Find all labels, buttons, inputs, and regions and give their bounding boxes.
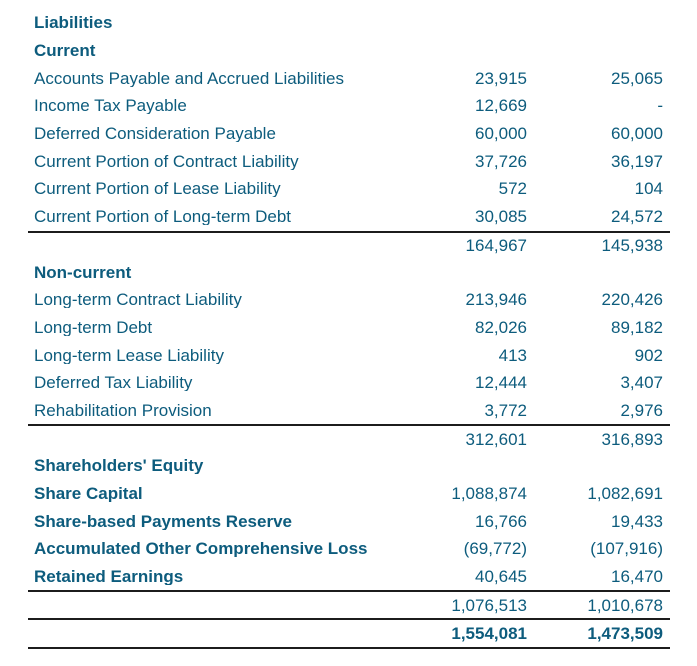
table-row — [28, 341, 670, 369]
row-value-col1: 23,915 — [475, 68, 527, 88]
row-value-col2: - — [657, 96, 663, 116]
row-value-col1: (69,772) — [463, 539, 527, 559]
row-value-col2: 104 — [634, 179, 663, 199]
row-value-col2: 3,407 — [620, 373, 663, 393]
table-row — [28, 369, 670, 397]
table-row — [28, 507, 670, 535]
row-value-col2: 60,000 — [611, 124, 663, 144]
table-row — [28, 397, 670, 425]
row-label: Long-term Lease Liability — [34, 346, 224, 364]
row-label: Share-based Payments Reserve — [34, 512, 292, 530]
row-label: Accumulated Other Comprehensive Loss — [34, 540, 368, 558]
row-label: Deferred Tax Liability — [34, 374, 193, 392]
row-value-col2: 25,065 — [611, 68, 663, 88]
table-row — [28, 203, 670, 231]
row-label: Current Portion of Lease Liability — [34, 180, 281, 198]
table-row — [28, 120, 670, 148]
row-label: Long-term Contract Liability — [34, 291, 242, 309]
table-row — [28, 480, 670, 508]
row-value-col1: 12,444 — [475, 373, 527, 393]
row-value-col2: 316,893 — [601, 429, 663, 449]
row-value-col2: 145,938 — [601, 235, 663, 255]
row-value-col1: 82,026 — [475, 317, 527, 337]
table-row — [28, 175, 670, 203]
table-row — [28, 37, 670, 65]
row-label: Income Tax Payable — [34, 97, 187, 115]
table-row — [28, 286, 670, 314]
row-label: Rehabilitation Provision — [34, 401, 212, 419]
row-value-col2: 1,473,509 — [587, 624, 663, 644]
row-label: Long-term Debt — [34, 318, 153, 336]
row-label: Retained Earnings — [34, 568, 184, 586]
row-value-col1: 40,645 — [475, 567, 527, 587]
row-value-col2: 2,976 — [620, 400, 663, 420]
table-row — [28, 314, 670, 342]
table-row — [28, 9, 670, 37]
row-value-col2: 36,197 — [611, 151, 663, 171]
row-value-col2: 24,572 — [611, 207, 663, 227]
row-value-col1: 572 — [498, 179, 527, 199]
row-value-col2: 89,182 — [611, 317, 663, 337]
row-value-col1: 60,000 — [475, 124, 527, 144]
row-label: Share Capital — [34, 485, 143, 503]
table-row — [28, 618, 670, 649]
row-value-col1: 312,601 — [465, 429, 527, 449]
row-value-col2: 902 — [634, 345, 663, 365]
table-row — [28, 231, 670, 259]
table-row — [28, 563, 670, 591]
row-value-col1: 1,076,513 — [451, 595, 527, 615]
table-row — [28, 258, 670, 286]
table-row — [28, 590, 670, 618]
row-value-col1: 1,088,874 — [451, 484, 527, 504]
table-row — [28, 535, 670, 563]
table-row — [28, 452, 670, 480]
table-row — [28, 92, 670, 120]
row-label: Current — [34, 42, 96, 60]
table-row — [28, 147, 670, 175]
row-value-col2: 19,433 — [611, 511, 663, 531]
row-label: Shareholders' Equity — [34, 457, 204, 475]
row-label: Deferred Consideration Payable — [34, 125, 276, 143]
row-value-col2: 1,010,678 — [587, 595, 663, 615]
table-row — [28, 64, 670, 92]
row-value-col2: 1,082,691 — [587, 484, 663, 504]
row-label: Non-current — [34, 263, 132, 281]
row-value-col1: 1,554,081 — [451, 624, 527, 644]
row-value-col1: 37,726 — [475, 151, 527, 171]
row-label: Current Portion of Long-term Debt — [34, 208, 292, 226]
table-row — [28, 424, 670, 452]
row-label: Current Portion of Contract Liability — [34, 152, 299, 170]
row-value-col2: 16,470 — [611, 567, 663, 587]
row-value-col1: 3,772 — [484, 400, 527, 420]
row-value-col1: 164,967 — [465, 235, 527, 255]
liabilities-equity-table — [28, 9, 670, 649]
row-label: Accounts Payable and Accrued Liabilities — [34, 69, 344, 87]
row-value-col2: 220,426 — [601, 290, 663, 310]
row-value-col1: 30,085 — [475, 207, 527, 227]
row-value-col2: (107,916) — [590, 539, 663, 559]
row-value-col1: 413 — [498, 345, 527, 365]
row-value-col1: 213,946 — [465, 290, 527, 310]
row-value-col1: 16,766 — [475, 511, 527, 531]
row-value-col1: 12,669 — [475, 96, 527, 116]
row-label: Liabilities — [34, 14, 113, 32]
